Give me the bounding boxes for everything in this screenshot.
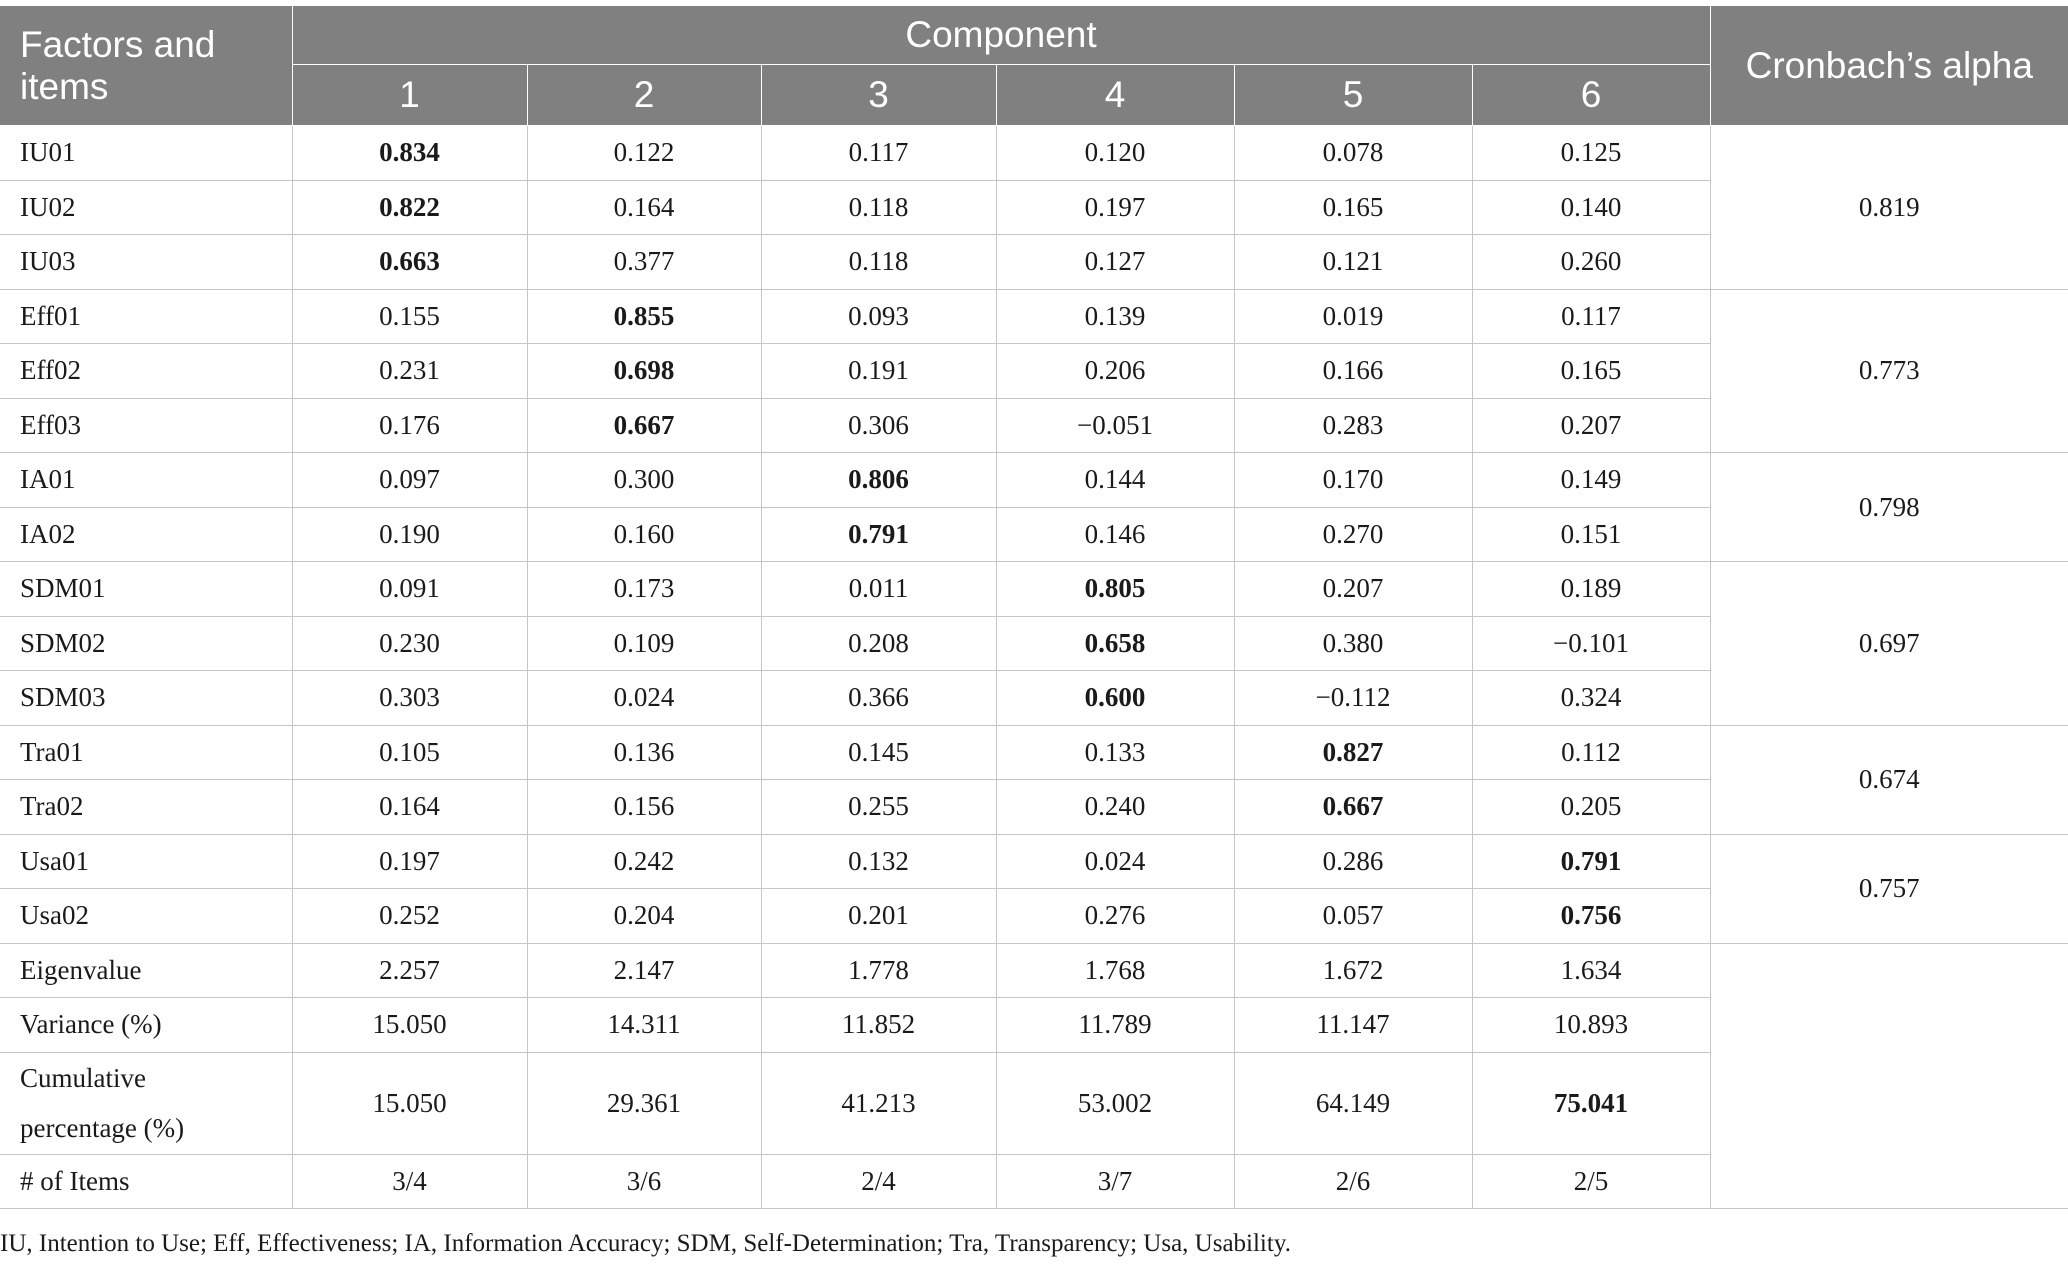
summary-cell: 1.672	[1234, 943, 1472, 998]
loading-cell: 0.270	[1234, 507, 1472, 562]
loading-cell: 0.160	[527, 507, 761, 562]
item-label: Tra02	[0, 780, 292, 835]
loading-cell: 0.057	[1234, 889, 1472, 944]
empty-alpha-cell	[1710, 943, 2068, 1209]
summary-label: Cumulative percentage (%)	[0, 1052, 292, 1154]
loading-cell: 0.109	[527, 616, 761, 671]
loading-cell: −0.101	[1472, 616, 1710, 671]
summary-cell: 1.778	[761, 943, 996, 998]
loading-cell: 0.283	[1234, 398, 1472, 453]
loading-cell-primary: 0.663	[292, 235, 527, 290]
item-label: SDM02	[0, 616, 292, 671]
component-number: 3	[761, 65, 996, 126]
loading-cell: 0.165	[1234, 180, 1472, 235]
loading-cell: 0.133	[996, 725, 1234, 780]
summary-cell: 11.852	[761, 998, 996, 1053]
cronbach-alpha-cell: 0.798	[1710, 453, 2068, 562]
item-label: Usa02	[0, 889, 292, 944]
item-label: Eff03	[0, 398, 292, 453]
table-footnote: IU, Intention to Use; Eff, Effectiveness; IA, Information Accuracy; SDM, Self-Determination; Tra, Transparency; Usa, Usability.	[0, 1230, 1291, 1257]
loading-cell: 0.024	[527, 671, 761, 726]
summary-cell: 15.050	[292, 998, 527, 1053]
loading-cell: 0.204	[527, 889, 761, 944]
item-label: IA01	[0, 453, 292, 508]
loading-cell: 0.144	[996, 453, 1234, 508]
cronbach-alpha-cell: 0.757	[1710, 834, 2068, 943]
loading-cell: −0.051	[996, 398, 1234, 453]
factor-analysis-table-container	[0, 5, 2068, 1209]
alpha-header: Cronbach’s alpha	[1710, 6, 2068, 126]
loading-cell: 0.176	[292, 398, 527, 453]
loading-cell: 0.191	[761, 344, 996, 399]
cronbach-alpha-cell: 0.674	[1710, 725, 2068, 834]
loading-cell: 0.011	[761, 562, 996, 617]
loading-cell: −0.112	[1234, 671, 1472, 726]
table-row	[0, 289, 2068, 344]
loading-cell: 0.208	[761, 616, 996, 671]
loading-cell: 0.156	[527, 780, 761, 835]
table-row	[0, 725, 2068, 780]
loading-cell: 0.118	[761, 180, 996, 235]
loading-cell: 0.164	[292, 780, 527, 835]
item-label: IA02	[0, 507, 292, 562]
loading-cell: 0.149	[1472, 453, 1710, 508]
loading-cell: 0.093	[761, 289, 996, 344]
loading-cell: 0.231	[292, 344, 527, 399]
loading-cell: 0.240	[996, 780, 1234, 835]
summary-cell: 2/5	[1472, 1154, 1710, 1209]
loading-cell: 0.145	[761, 725, 996, 780]
loading-cell: 0.173	[527, 562, 761, 617]
loading-cell: 0.136	[527, 725, 761, 780]
loading-cell-primary: 0.600	[996, 671, 1234, 726]
loading-cell: 0.306	[761, 398, 996, 453]
summary-cell: 11.789	[996, 998, 1234, 1053]
loading-cell: 0.165	[1472, 344, 1710, 399]
item-label: Tra01	[0, 725, 292, 780]
loading-cell-primary: 0.756	[1472, 889, 1710, 944]
summary-cell: 41.213	[761, 1052, 996, 1154]
loading-cell: 0.122	[527, 126, 761, 181]
loading-cell-primary: 0.827	[1234, 725, 1472, 780]
cronbach-alpha-cell: 0.773	[1710, 289, 2068, 453]
loading-cell: 0.170	[1234, 453, 1472, 508]
loading-cell: 0.117	[1472, 289, 1710, 344]
summary-cell: 75.041	[1472, 1052, 1710, 1154]
loading-cell: 0.164	[527, 180, 761, 235]
summary-cell: 3/4	[292, 1154, 527, 1209]
loading-cell: 0.380	[1234, 616, 1472, 671]
loading-cell-primary: 0.698	[527, 344, 761, 399]
cronbach-alpha-cell: 0.819	[1710, 126, 2068, 290]
loading-cell: 0.078	[1234, 126, 1472, 181]
loading-cell: 0.242	[527, 834, 761, 889]
loading-cell: 0.206	[996, 344, 1234, 399]
loading-cell-primary: 0.806	[761, 453, 996, 508]
table-body	[0, 126, 2068, 1209]
loading-cell: 0.189	[1472, 562, 1710, 617]
item-label: Usa01	[0, 834, 292, 889]
summary-cell: 64.149	[1234, 1052, 1472, 1154]
loading-cell: 0.300	[527, 453, 761, 508]
table-row	[0, 562, 2068, 617]
component-number: 1	[292, 65, 527, 126]
summary-cell: 3/7	[996, 1154, 1234, 1209]
loading-cell: 0.166	[1234, 344, 1472, 399]
loading-cell: 0.255	[761, 780, 996, 835]
loading-cell: 0.366	[761, 671, 996, 726]
loading-cell: 0.112	[1472, 725, 1710, 780]
summary-cell: 1.768	[996, 943, 1234, 998]
cronbach-alpha-cell: 0.697	[1710, 562, 2068, 726]
loading-cell: 0.091	[292, 562, 527, 617]
loading-cell: 0.117	[761, 126, 996, 181]
loading-cell: 0.303	[292, 671, 527, 726]
loading-cell: 0.197	[996, 180, 1234, 235]
loading-cell: 0.146	[996, 507, 1234, 562]
item-label: IU03	[0, 235, 292, 290]
item-label: IU02	[0, 180, 292, 235]
summary-cell: 3/6	[527, 1154, 761, 1209]
loading-cell: 0.120	[996, 126, 1234, 181]
loading-cell: 0.140	[1472, 180, 1710, 235]
item-label: SDM03	[0, 671, 292, 726]
component-header: Component	[292, 6, 1710, 65]
loading-cell-primary: 0.667	[527, 398, 761, 453]
summary-cell: 1.634	[1472, 943, 1710, 998]
loading-cell: 0.132	[761, 834, 996, 889]
loading-cell: 0.377	[527, 235, 761, 290]
loading-cell: 0.230	[292, 616, 527, 671]
summary-label: Eigenvalue	[0, 943, 292, 998]
loading-cell: 0.207	[1234, 562, 1472, 617]
summary-cell: 15.050	[292, 1052, 527, 1154]
loading-cell: 0.127	[996, 235, 1234, 290]
loading-cell-primary: 0.658	[996, 616, 1234, 671]
factors-header: Factors and items	[0, 6, 292, 126]
summary-label: # of Items	[0, 1154, 292, 1209]
loading-cell: 0.121	[1234, 235, 1472, 290]
loading-cell: 0.155	[292, 289, 527, 344]
loading-cell-primary: 0.791	[761, 507, 996, 562]
summary-cell: 2.257	[292, 943, 527, 998]
loading-cell-primary: 0.791	[1472, 834, 1710, 889]
component-number: 4	[996, 65, 1234, 126]
loading-cell: 0.197	[292, 834, 527, 889]
summary-row	[0, 943, 2068, 998]
summary-cell: 14.311	[527, 998, 761, 1053]
loading-cell: 0.024	[996, 834, 1234, 889]
summary-cell: 2/6	[1234, 1154, 1472, 1209]
loading-cell-primary: 0.822	[292, 180, 527, 235]
loading-cell: 0.139	[996, 289, 1234, 344]
loading-cell: 0.276	[996, 889, 1234, 944]
factor-analysis-table	[0, 5, 2068, 1209]
summary-cell: 29.361	[527, 1052, 761, 1154]
loading-cell-primary: 0.667	[1234, 780, 1472, 835]
summary-label: Variance (%)	[0, 998, 292, 1053]
loading-cell: 0.190	[292, 507, 527, 562]
item-label: Eff01	[0, 289, 292, 344]
loading-cell: 0.019	[1234, 289, 1472, 344]
loading-cell: 0.097	[292, 453, 527, 508]
component-number: 5	[1234, 65, 1472, 126]
component-number: 2	[527, 65, 761, 126]
item-label: SDM01	[0, 562, 292, 617]
loading-cell: 0.151	[1472, 507, 1710, 562]
table-row	[0, 453, 2068, 508]
summary-cell: 11.147	[1234, 998, 1472, 1053]
loading-cell: 0.105	[292, 725, 527, 780]
loading-cell: 0.118	[761, 235, 996, 290]
table-row	[0, 126, 2068, 181]
loading-cell: 0.207	[1472, 398, 1710, 453]
summary-cell: 2.147	[527, 943, 761, 998]
table-header	[0, 6, 2068, 126]
summary-cell: 53.002	[996, 1052, 1234, 1154]
loading-cell: 0.201	[761, 889, 996, 944]
loading-cell: 0.125	[1472, 126, 1710, 181]
summary-cell: 2/4	[761, 1154, 996, 1209]
loading-cell-primary: 0.855	[527, 289, 761, 344]
loading-cell: 0.252	[292, 889, 527, 944]
loading-cell: 0.286	[1234, 834, 1472, 889]
table-row	[0, 834, 2068, 889]
loading-cell-primary: 0.805	[996, 562, 1234, 617]
component-number: 6	[1472, 65, 1710, 126]
loading-cell: 0.260	[1472, 235, 1710, 290]
loading-cell: 0.205	[1472, 780, 1710, 835]
loading-cell: 0.324	[1472, 671, 1710, 726]
item-label: IU01	[0, 126, 292, 181]
loading-cell-primary: 0.834	[292, 126, 527, 181]
item-label: Eff02	[0, 344, 292, 399]
summary-cell: 10.893	[1472, 998, 1710, 1053]
